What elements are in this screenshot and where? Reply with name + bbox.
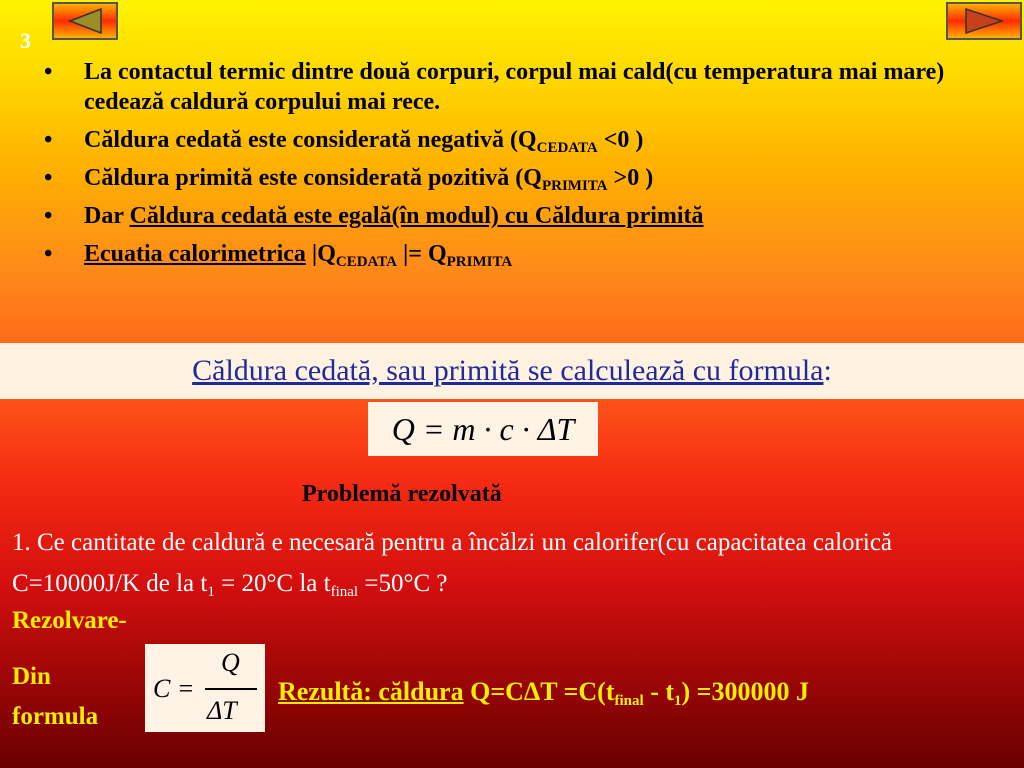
heat-equality-link[interactable]: Căldura cedată este egală(în modul) cu Căldura primită <box>129 203 704 229</box>
bullet-list <box>44 57 1004 277</box>
result-link[interactable]: Rezultă: căldura <box>278 677 464 706</box>
banner-link[interactable]: Căldura cedată, sau primită se calculează cu formula <box>192 354 824 387</box>
prev-slide-button[interactable] <box>52 2 118 40</box>
fraction-bar <box>205 688 257 690</box>
bullet-heat-given-negative: • Căldura cedată este considerată negativă ($Q_{CEDATA} <0$ ) <box>44 125 1004 155</box>
capacity-formula: C = Q ΔT <box>145 644 265 732</box>
bullet-heat-equality: • Dar Căldura cedată este egală(în modul) cu Căldura primită <box>44 201 1004 231</box>
bullet-heat-received-positive: • Căldura primită este considerată pozitivă ($Q_{PRIMITA} >0$ ) <box>44 163 1004 193</box>
next-slide-button[interactable] <box>946 2 1022 40</box>
formula-banner: Căldura cedată, sau primită se calculează cu formula: <box>0 343 1024 399</box>
triangle-right-icon <box>962 6 1006 36</box>
problem-question: 1. Ce cantitate de caldură e necesară pentru a încălzi un calorifer(cu capacitatea calorică C=10000J/K de la $t_1 = 20^\circ C$ la $t_{final} =50^\circ C$ ? <box>12 529 893 600</box>
problem-title: Problemă rezolvată <box>302 481 502 507</box>
triangle-left-icon <box>65 6 105 36</box>
slide-number: 3 <box>20 28 31 53</box>
bullet-calorimetric-equation: • Ecuatia calorimetrica $|Q_{CEDATA}$ |= $Q_{PRIMITA}$ <box>44 239 1004 269</box>
from-formula-label: Din formula <box>12 663 99 730</box>
solution-label: Rezolvare- <box>12 607 127 634</box>
calorimetric-equation-link[interactable]: Ecuatia calorimetrica <box>84 241 306 267</box>
bullet-heat-transfer: • La contactul termic dintre două corpuri, corpul mai cald(cu temperatura mai mare) cedează caldură corpului mai rece. <box>44 57 1004 117</box>
result-line: Rezultă: căldura $Q=C\Delta T =C(t_{final} - t_1) =300000$ J <box>278 677 809 709</box>
heat-formula: Q = m · c · ΔT <box>368 402 598 456</box>
